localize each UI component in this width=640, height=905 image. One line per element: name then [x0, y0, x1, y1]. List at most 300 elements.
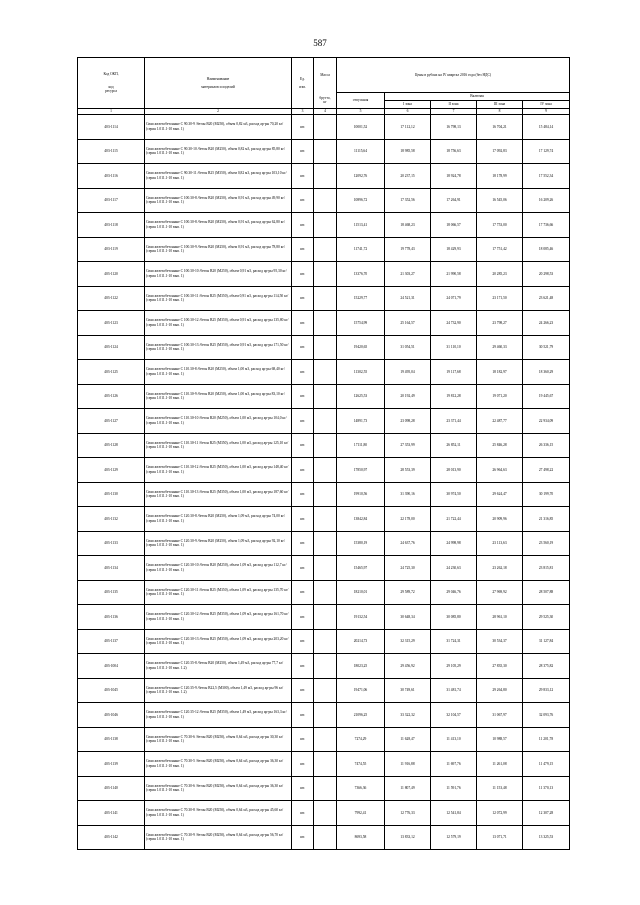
row-code: 403-1128 [78, 433, 145, 458]
price-zone-3: 10 988,57 [477, 727, 523, 752]
row-name: Сваи железобетонные С 110.30-9 /бетон В20 (М250), объем 1,00 м3, расход ар-ры 83,10 кг/ (серия 1.011.1-10 вып. 1) [145, 384, 292, 409]
row-mass [314, 409, 337, 434]
table-row [78, 433, 570, 458]
header-price-base: отпускная [337, 93, 385, 109]
col-number: 2 [145, 109, 292, 115]
row-unit: шт. [292, 801, 314, 826]
row-mass [314, 556, 337, 581]
price-zone-2: 12 541,84 [431, 801, 477, 826]
price-zone-4: 29 525,30 [523, 605, 570, 630]
row-mass [314, 433, 337, 458]
row-code: 403-1114 [78, 115, 145, 140]
price-zone-3: 17 092,83 [477, 139, 523, 164]
row-mass [314, 629, 337, 654]
price-zone-1: 13 833,12 [385, 825, 431, 850]
row-unit: шт. [292, 286, 314, 311]
row-unit: шт. [292, 727, 314, 752]
table-row [78, 825, 570, 850]
row-mass [314, 752, 337, 777]
row-name: Сваи железобетонные С 100.30-9 /бетон В20 (М250), объем 0,91 м3, расход ар-ры 78,80 кг/ (серия 1.011.1-10 вып. 1) [145, 237, 292, 262]
table-row [78, 458, 570, 483]
price-base: 20214,73 [337, 629, 385, 654]
price-base: 17111,80 [337, 433, 385, 458]
row-name: Сваи железобетонные С 90.30-10 /бетон В20 (М250), объем 0,82 м3, расход ар-ры 85,80 кг/ (серия 1.011.1-10 вып. 1) [145, 139, 292, 164]
header-zone-4: IV зона [523, 101, 570, 109]
table-row [78, 262, 570, 287]
price-zone-1: 31 054,51 [385, 335, 431, 360]
row-mass [314, 776, 337, 801]
price-zone-2: 16 798,13 [431, 115, 477, 140]
row-code: 403-1123 [78, 311, 145, 336]
table-header [78, 58, 570, 115]
row-mass [314, 286, 337, 311]
price-zone-4: 23 560,19 [523, 531, 570, 556]
price-zone-3: 29 264,80 [477, 678, 523, 703]
price-zone-4: 29 833,12 [523, 678, 570, 703]
price-zone-1: 11 628,47 [385, 727, 431, 752]
row-name: Сваи железобетонные С 120.30-12 /бетон В25 (М350), объем 1,09 м3, расход ар-ры 161,70 кг/ (серия 1.011.1-10 вып. 1) [145, 605, 292, 630]
row-name: Сваи железобетонные С 70.30-9 /бетон В20 (М250), объем 0,64 м3, расход ар-ры 56,70 кг/ (серия 1.011.1-10 вып. 1) [145, 825, 292, 850]
table-row [78, 556, 570, 581]
price-base: 15229,77 [337, 286, 385, 311]
price-zone-2: 31 724,31 [431, 629, 477, 654]
row-mass [314, 678, 337, 703]
price-base: 10001,52 [337, 115, 385, 140]
row-unit: шт. [292, 825, 314, 850]
header-price-incl: Включая [385, 93, 570, 101]
price-zone-1: 22 178,00 [385, 507, 431, 532]
table-row [78, 139, 570, 164]
row-mass [314, 213, 337, 238]
row-mass [314, 825, 337, 850]
price-zone-2: 19 117,68 [431, 360, 477, 385]
price-zone-1: 21 303,27 [385, 262, 431, 287]
table-row [78, 409, 570, 434]
price-zone-4: 28 375,82 [523, 654, 570, 679]
price-zone-1: 25 164,57 [385, 311, 431, 336]
row-name: Сваи железобетонные С 110.30-8 /бетон В20 (М250), объем 1,00 м3, расход ар-ры 68,40 кг/ (серия 1.011.1-10 вып. 1) [145, 360, 292, 385]
price-zone-3: 13 071,71 [477, 825, 523, 850]
price-zone-2: 11 413,10 [431, 727, 477, 752]
table-row [78, 678, 570, 703]
price-zone-4: 13 325,53 [523, 825, 570, 850]
price-base: 10896,72 [337, 188, 385, 213]
price-zone-3: 20 285,23 [477, 262, 523, 287]
row-mass [314, 727, 337, 752]
price-zone-4: 17 552,34 [523, 164, 570, 189]
row-mass [314, 531, 337, 556]
col-number: 5 [337, 109, 385, 115]
price-zone-2: 17 264,91 [431, 188, 477, 213]
table-row [78, 188, 570, 213]
row-name: Сваи железобетонные С 110.30-13 /бетон В25 (М350), объем 1,00 м3, расход ар-ры 187,60 кг/ (серия 1.011.1-10 вып. 1) [145, 482, 292, 507]
row-code: 403-1135 [78, 580, 145, 605]
row-unit: шт. [292, 703, 314, 728]
price-zone-3: 23 171,50 [477, 286, 523, 311]
price-base: 11513,41 [337, 213, 385, 238]
price-base: 19132,54 [337, 605, 385, 630]
row-mass [314, 115, 337, 140]
row-name: Сваи железобетонные С 100.30-12 /бетон В25 (М350), объем 0,91 м3, расход ар-ры 135,80 кг/ (серия 1.011.1-10 вып. 1) [145, 311, 292, 336]
row-code: 403-1125 [78, 360, 145, 385]
price-zone-3: 18 182,97 [477, 360, 523, 385]
price-zone-3: 27 835,30 [477, 654, 523, 679]
row-name: Сваи железобетонные С 70.30-6 /бетон В20 (М250), объем 0,64 м3, расход ар-ры 36,30 кг/ (серия 1.011.1-10 вып. 1) [145, 776, 292, 801]
price-zone-3: 16 704,21 [477, 115, 523, 140]
price-zone-1: 20 237,15 [385, 164, 431, 189]
row-code: 403-1115 [78, 139, 145, 164]
price-zone-3: 20 909,96 [477, 507, 523, 532]
col-number: 1 [78, 109, 145, 115]
price-zone-3: 23 262,18 [477, 556, 523, 581]
row-mass [314, 335, 337, 360]
price-zone-3: 17 751,42 [477, 237, 523, 262]
row-unit: шт. [292, 678, 314, 703]
row-name: Сваи железобетонные С 120.35-12 /бетон В25 (М350), объем 1,49 м3, расход ар-ры 163,3 кг/ (серия 1.011.1-10 вып. 1) [145, 703, 292, 728]
price-zone-1: 17 112,12 [385, 115, 431, 140]
table-row [78, 482, 570, 507]
row-unit: шт. [292, 776, 314, 801]
price-zone-3: 19 071,20 [477, 384, 523, 409]
price-zone-3: 28 961,10 [477, 605, 523, 630]
table-row [78, 776, 570, 801]
price-base: 15380,19 [337, 531, 385, 556]
row-unit: шт. [292, 188, 314, 213]
price-zone-4: 16 209,26 [523, 188, 570, 213]
price-zone-1: 23 098,28 [385, 409, 431, 434]
price-zone-3: 23 113,63 [477, 531, 523, 556]
price-zone-3: 17 753,00 [477, 213, 523, 238]
row-unit: шт. [292, 580, 314, 605]
price-zone-4: 23 815,81 [523, 556, 570, 581]
price-zone-2: 18 756,63 [431, 139, 477, 164]
price-zone-4: 23 621,48 [523, 286, 570, 311]
price-zone-2: 18 429,93 [431, 237, 477, 262]
header-zone-1: I зона [385, 101, 431, 109]
price-base: 19420,65 [337, 335, 385, 360]
price-zone-4: 28 507,88 [523, 580, 570, 605]
row-mass [314, 482, 337, 507]
price-base: 14891,73 [337, 409, 385, 434]
table-row [78, 311, 570, 336]
price-zone-4: 31 127,84 [523, 629, 570, 654]
row-code: 403-1116 [78, 164, 145, 189]
row-code: 403-1138 [78, 727, 145, 752]
price-base: 13376,70 [337, 262, 385, 287]
price-zone-2: 19 812,28 [431, 384, 477, 409]
row-unit: шт. [292, 115, 314, 140]
row-unit: шт. [292, 139, 314, 164]
price-zone-1: 24 521,31 [385, 286, 431, 311]
row-name: Сваи железобетонные С 120.30-13 /бетон В25 (М350), объем 1,09 м3, расход ар-ры 203,20 кг/ (серия 1.011.1-10 вып. 1) [145, 629, 292, 654]
row-name: Сваи железобетонные С 90.30-9 /бетон В20 (М250), объем 0,82 м3, расход ар-ры 70,20 кг/ (серия 1.011.1-10 вып. 1) [145, 115, 292, 140]
row-code: 403-1122 [78, 286, 145, 311]
price-zone-3: 18 178,99 [477, 164, 523, 189]
row-unit: шт. [292, 556, 314, 581]
row-name: Сваи железобетонные С 120.30-8 /бетон В20 (М250), объем 1,09 м3, расход ар-ры 74,00 кг/ (серия 1.011.1-10 вып. 1) [145, 507, 292, 532]
row-mass [314, 580, 337, 605]
row-name: Сваи железобетонные С 120.35-9 /бетон В22,5 (М300), объем 1,49 м3, расход ар-ры 96 кг/ (серия 1.011.1-10 вып. 1.2) [145, 678, 292, 703]
price-base: 21096,25 [337, 703, 385, 728]
price-zone-1: 12 776,33 [385, 801, 431, 826]
price-zone-3: 11 261,08 [477, 752, 523, 777]
col-number: 3 [292, 109, 314, 115]
price-base: 19471,06 [337, 678, 385, 703]
price-zone-1: 11 916,88 [385, 752, 431, 777]
table-row [78, 801, 570, 826]
price-zone-3: 22 487,77 [477, 409, 523, 434]
price-zone-3: 30 534,37 [477, 629, 523, 654]
price-base: 12092,76 [337, 164, 385, 189]
row-unit: шт. [292, 311, 314, 336]
price-zone-4: 24 266,23 [523, 311, 570, 336]
price-zone-1: 19 495,04 [385, 360, 431, 385]
price-base: 17850,97 [337, 458, 385, 483]
col-number: 7 [431, 109, 477, 115]
price-zone-4: 32 093,76 [523, 703, 570, 728]
price-zone-4: 11 370,13 [523, 776, 570, 801]
price-zone-1: 19 778,43 [385, 237, 431, 262]
table-row [78, 752, 570, 777]
page-number: 587 [313, 38, 327, 48]
price-base: 11302,55 [337, 360, 385, 385]
price-zone-1: 24 725,30 [385, 556, 431, 581]
price-zone-2: 30 974,50 [431, 482, 477, 507]
price-base: 15465,97 [337, 556, 385, 581]
row-name: Сваи железобетонные С 120.30-10 /бетон В20 (М250), объем 1,09 м3, расход ар-ры 112,7 кг/ (серия 1.011.1-10 вып. 1) [145, 556, 292, 581]
row-unit: шт. [292, 507, 314, 532]
price-zone-1: 29 456,92 [385, 654, 431, 679]
row-code: 403-1118 [78, 213, 145, 238]
price-base: 11115,64 [337, 139, 385, 164]
price-base: 18023,25 [337, 654, 385, 679]
table-row [78, 213, 570, 238]
price-base: 7992,41 [337, 801, 385, 826]
price-zone-2: 11 591,76 [431, 776, 477, 801]
header-mass-unit: брутто, кг [314, 93, 337, 109]
row-unit: шт. [292, 629, 314, 654]
price-zone-4: 19 445,67 [523, 384, 570, 409]
price-zone-2: 26 852,11 [431, 433, 477, 458]
row-name: Сваи железобетонные С 120.30-9 /бетон В20 (М250), объем 1,09 м3, расход ар-ры 92,10 кг/ (серия 1.011.1-10 вып. 1) [145, 531, 292, 556]
price-zone-1: 27 353,99 [385, 433, 431, 458]
price-zone-3: 25 846,28 [477, 433, 523, 458]
row-mass [314, 237, 337, 262]
price-base: 12625,53 [337, 384, 385, 409]
row-unit: шт. [292, 384, 314, 409]
table-row [78, 580, 570, 605]
col-number: 9 [523, 109, 570, 115]
price-zone-4: 27 498,22 [523, 458, 570, 483]
row-code: 403-1127 [78, 409, 145, 434]
price-zone-4: 30 521,79 [523, 335, 570, 360]
price-zone-1: 29 589,72 [385, 580, 431, 605]
price-table [77, 57, 570, 850]
row-code: 403-1117 [78, 188, 145, 213]
price-zone-3: 31 067,97 [477, 703, 523, 728]
row-name: Сваи железобетонные С 70.30-8 /бетон В20 (М250), объем 0,64 м3, расход ар-ры 45,60 кг/ (серия 1.011.1-10 вып. 1) [145, 801, 292, 826]
table-row [78, 286, 570, 311]
price-zone-2: 18 924,78 [431, 164, 477, 189]
row-code: 403-1120 [78, 262, 145, 287]
table-row [78, 115, 570, 140]
header-price-title: Цены в рублях на IV квартал 2016 года (без НДС) [337, 58, 570, 93]
row-unit: шт. [292, 262, 314, 287]
price-zone-4: 18 085,46 [523, 237, 570, 262]
row-mass [314, 164, 337, 189]
row-code: 403-1134 [78, 556, 145, 581]
col-number: 6 [385, 109, 431, 115]
price-zone-2: 29 046,76 [431, 580, 477, 605]
price-zone-2: 31 481,74 [431, 678, 477, 703]
row-mass [314, 605, 337, 630]
row-name: Сваи железобетонные С 110.30-10 /бетон В20 (М250), объем 1,00 м3, расход ар-ры 104,0 кг/ (серия 1.011.1-10 вып. 1) [145, 409, 292, 434]
row-name: Сваи железобетонные С 100.30-10 /бетон В20 (М250), объем 0,91 м3, расход ар-ры 95,30 кг/ (серия 1.011.1-10 вып. 1) [145, 262, 292, 287]
price-zone-2: 21 990,58 [431, 262, 477, 287]
row-unit: шт. [292, 605, 314, 630]
table-row [78, 360, 570, 385]
price-zone-2: 24 230,63 [431, 556, 477, 581]
price-zone-4: 30 199,70 [523, 482, 570, 507]
row-mass [314, 654, 337, 679]
price-zone-4: 21 316,85 [523, 507, 570, 532]
row-code: 403-1136 [78, 605, 145, 630]
price-zone-1: 30 648,34 [385, 605, 431, 630]
row-unit: шт. [292, 482, 314, 507]
row-unit: шт. [292, 458, 314, 483]
price-zone-4: 11 201,78 [523, 727, 570, 752]
row-mass [314, 801, 337, 826]
row-name: Сваи железобетонные С 120.35-8 /бетон В20 (М250), объем 1,49 м3, расход ар-ры 77,7 кг/ (серия 1.011.1-10 вып. 1.2) [145, 654, 292, 679]
price-zone-4: 26 336,15 [523, 433, 570, 458]
row-name: Сваи железобетонные С 70.30-5 /бетон В20 (М250), объем 0,64 м3, расход ар-ры 36,30 кг/ (серия 1.011.1-10 вып. 1) [145, 752, 292, 777]
row-unit: шт. [292, 531, 314, 556]
price-zone-2: 12 579,19 [431, 825, 477, 850]
price-base: 15754,99 [337, 311, 385, 336]
row-name: Сваи железобетонные С 100.30-8 /бетон В20 (М250), объем 0,91 м3, расход ар-ры 62,80 кг/ (серия 1.011.1-10 вып. 1) [145, 213, 292, 238]
col-number: 8 [477, 109, 523, 115]
row-unit: шт. [292, 433, 314, 458]
price-zone-2: 30 085,80 [431, 605, 477, 630]
price-zone-2: 18 066,57 [431, 213, 477, 238]
price-base: 8693,58 [337, 825, 385, 850]
row-mass [314, 458, 337, 483]
price-zone-2: 32 104,57 [431, 703, 477, 728]
price-base: 18210,01 [337, 580, 385, 605]
price-zone-3: 27 969,92 [477, 580, 523, 605]
table-row [78, 703, 570, 728]
row-unit: шт. [292, 752, 314, 777]
table-row [78, 237, 570, 262]
row-code: 403-1133 [78, 531, 145, 556]
row-code: 403-1139 [78, 752, 145, 777]
row-code: 403-1141 [78, 801, 145, 826]
price-zone-1: 20 192,49 [385, 384, 431, 409]
price-zone-2: 23 371,44 [431, 409, 477, 434]
row-code: 403-1142 [78, 825, 145, 850]
price-zone-3: 16 545,06 [477, 188, 523, 213]
price-zone-1: 30 749,61 [385, 678, 431, 703]
row-code: 403-1130 [78, 482, 145, 507]
price-zone-4: 11 479,15 [523, 752, 570, 777]
price-base: 7274,29 [337, 727, 385, 752]
header-unit: Ед. изм. [292, 58, 314, 109]
row-code: 403-1119 [78, 237, 145, 262]
row-name: Сваи железобетонные С 100.30-13 /бетон В25 (М350), объем 0,91 м3, расход ар-ры 171,50 кг/ (серия 1.011.1-10 вып. 1) [145, 335, 292, 360]
price-base: 7474,55 [337, 752, 385, 777]
price-zone-4: 12 307,28 [523, 801, 570, 826]
price-zone-1: 17 352,56 [385, 188, 431, 213]
price-zone-3: 12 072,99 [477, 801, 523, 826]
row-code: 403-1137 [78, 629, 145, 654]
price-zone-1: 24 637,76 [385, 531, 431, 556]
table-row [78, 629, 570, 654]
price-zone-4: 17 129,74 [523, 139, 570, 164]
row-name: Сваи железобетонные С 120.30-11 /бетон В25 (М350), объем 1,09 м3, расход ар-ры 135,70 кг/ (серия 1.011.1-10 вып. 1) [145, 580, 292, 605]
table-row [78, 384, 570, 409]
price-zone-3: 26 964,63 [477, 458, 523, 483]
price-zone-4: 15 484,14 [523, 115, 570, 140]
row-name: Сваи железобетонные С 100.30-8 /бетон В20 (М250), объем 0,91 м3, расход ар-ры 49,90 кг/ (серия 1.011.1-10 вып. 1) [145, 188, 292, 213]
table-row [78, 727, 570, 752]
header-mass: Масса [314, 58, 337, 93]
price-zone-3: 29 624,47 [477, 482, 523, 507]
row-code: 403-1124 [78, 335, 145, 360]
price-base: 11741,72 [337, 237, 385, 262]
row-name: Сваи железобетонные С 100.30-11 /бетон В25 (М350), объем 0,91 м3, расход ар-ры 114,50 кг/ (серия 1.011.1-10 вып. 1) [145, 286, 292, 311]
price-zone-1: 18 985,58 [385, 139, 431, 164]
row-code: 403-1129 [78, 458, 145, 483]
header-name: Наименование материалов и изделий [145, 58, 292, 109]
price-zone-2: 24 071,79 [431, 286, 477, 311]
row-code: 403-1046 [78, 703, 145, 728]
col-number: 4 [314, 109, 337, 115]
price-zone-4: 17 736,66 [523, 213, 570, 238]
row-name: Сваи железобетонные С 70.30-6 /бетон В20 (М250), объем 0,64 м3, расход ар-ры 30,30 кг/ (серия 1.011.1-10 вып. 1) [145, 727, 292, 752]
row-mass [314, 384, 337, 409]
price-base: 19910,56 [337, 482, 385, 507]
row-code: 403-1004 [78, 654, 145, 679]
table-row [78, 605, 570, 630]
row-code: 403-1045 [78, 678, 145, 703]
row-unit: шт. [292, 409, 314, 434]
row-unit: шт. [292, 237, 314, 262]
row-name: Сваи железобетонные С 90.30-11 /бетон В25 (М350), объем 0,82 м3, расход ар-ры 103,10 кг/ (серия 1.011.1-10 вып. 1) [145, 164, 292, 189]
price-zone-1: 31 390,16 [385, 482, 431, 507]
price-zone-1: 32 315,29 [385, 629, 431, 654]
row-code: 403-1132 [78, 507, 145, 532]
row-mass [314, 360, 337, 385]
row-mass [314, 188, 337, 213]
price-zone-2: 11 697,76 [431, 752, 477, 777]
row-mass [314, 262, 337, 287]
price-zone-1: 18 468,23 [385, 213, 431, 238]
row-unit: шт. [292, 360, 314, 385]
price-zone-2: 28 013,90 [431, 458, 477, 483]
row-name: Сваи железобетонные С 110.30-12 /бетон В25 (М350), объем 1,00 м3, расход ар-ры 148,40 кг/ (серия 1.011.1-10 вып. 1) [145, 458, 292, 483]
table-row [78, 654, 570, 679]
price-zone-4: 18 360,29 [523, 360, 570, 385]
price-zone-4: 22 934,09 [523, 409, 570, 434]
price-zone-2: 21 722,44 [431, 507, 477, 532]
table-row [78, 531, 570, 556]
price-zone-3: 11 153,48 [477, 776, 523, 801]
price-zone-1: 28 553,39 [385, 458, 431, 483]
header-code: Код ОКП, код ресурса [78, 58, 145, 109]
table-row [78, 164, 570, 189]
price-zone-2: 29 105,29 [431, 654, 477, 679]
row-mass [314, 311, 337, 336]
